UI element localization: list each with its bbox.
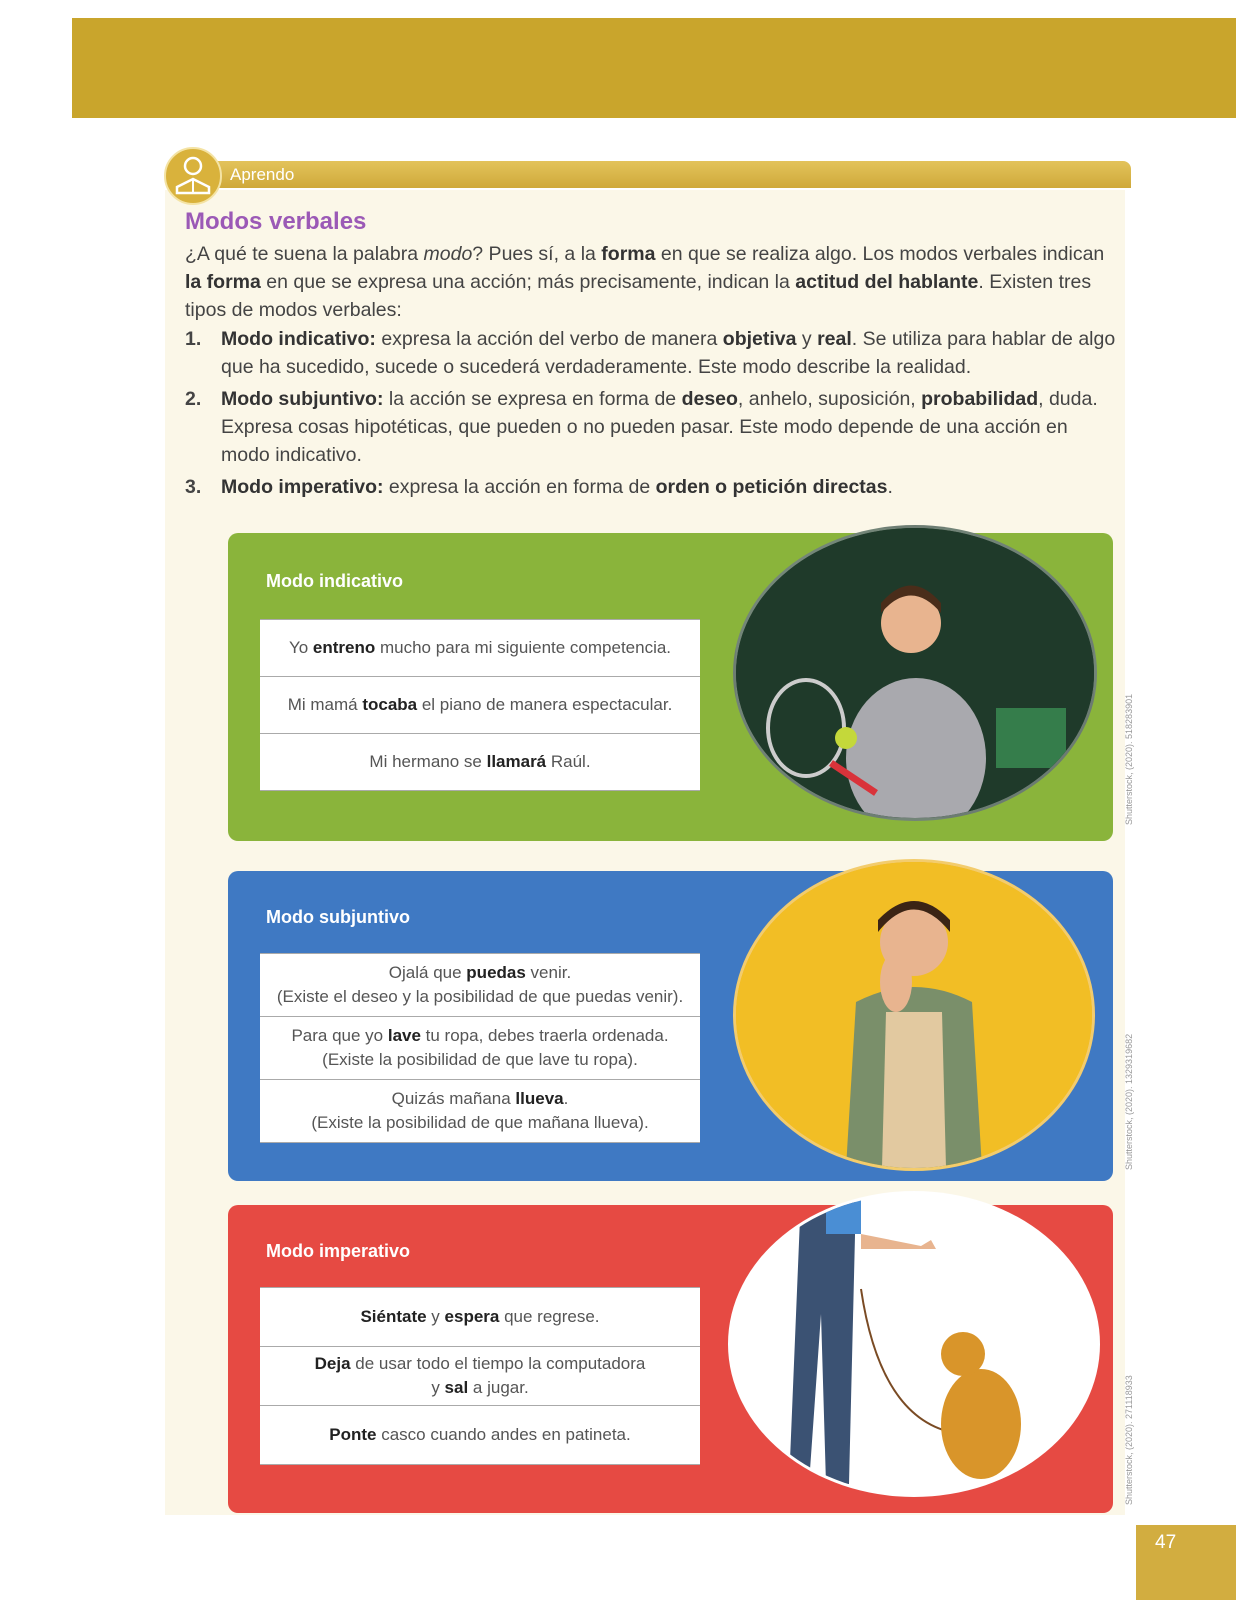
- list-item: 3. Modo imperativo: expresa la acción en forma de orden o petición directas.: [185, 476, 893, 498]
- panel-title: Modo imperativo: [266, 1241, 411, 1261]
- examples-table: [260, 953, 700, 1143]
- subjunctive-panel: [228, 871, 1113, 1181]
- section-header-bar: [198, 161, 1131, 188]
- example-row: Mi mamá tocaba el piano de manera espectacular.: [260, 677, 700, 734]
- examples-table: [260, 619, 700, 791]
- example-row: Ponte casco cuando andes en patineta.: [260, 1406, 700, 1465]
- panel-title: Modo subjuntivo: [266, 907, 410, 927]
- verb-modes-list: [185, 325, 1120, 505]
- page-title: Modos verbales: [185, 208, 367, 235]
- page-number: 47: [1155, 1532, 1177, 1553]
- example-row: Yo entreno mucho para mi siguiente competencia.: [260, 620, 700, 677]
- example-row: Siéntate y espera que regrese.: [260, 1288, 700, 1347]
- example-row: Mi hermano se llamará Raúl.: [260, 734, 700, 791]
- examples-table: [260, 1287, 700, 1465]
- panel-title: Modo indicativo: [266, 571, 403, 591]
- indicative-panel: [228, 533, 1113, 841]
- imperative-panel: [228, 1205, 1113, 1513]
- list-item: 2. Modo subjuntivo: la acción se expresa en forma de deseo, anhelo, suposición, probabilidad, duda. Expresa cosas hipotéticas, que pueden o no pueden pasar. Este modo depende de una acción en modo indicativo.: [185, 388, 1098, 466]
- photo-credit: Shutterstock, (2020). 1329319682: [1124, 1033, 1134, 1170]
- photo-credit: Shutterstock, (2020). 271118933: [1124, 1375, 1134, 1505]
- example-row: Ojalá que puedas venir. (Existe el deseo y la posibilidad de que puedas venir).: [260, 954, 700, 1017]
- photo-credit: Shutterstock, (2020). 518283901: [1124, 693, 1134, 825]
- boy-tennis-photo: [733, 525, 1097, 821]
- page-number-box: [1136, 1525, 1236, 1600]
- section-label: Aprendo: [230, 165, 295, 184]
- example-row: Quizás mañana llueva. (Existe la posibilidad de que mañana llueva).: [260, 1080, 700, 1143]
- example-row: Para que yo lave tu ropa, debes traerla ordenada. (Existe la posibilidad de que lave tu ropa).: [260, 1017, 700, 1080]
- top-color-band: [72, 18, 1236, 118]
- example-row: Deja de usar todo el tiempo la computadora y sal a jugar.: [260, 1347, 700, 1406]
- learner-icon: [164, 147, 222, 205]
- intro-paragraph: ¿A qué te suena la palabra modo? Pues sí, a la forma en que se realiza algo. Los modos verbales indican la forma en que se expresa una acción; más precisamente, indican la actitud del hablante. Existen tres tipos de modos verbales:: [185, 243, 1105, 321]
- dog-training-photo: [728, 1191, 1100, 1497]
- young-man-photo: [733, 859, 1095, 1171]
- list-item: 1. Modo indicativo: expresa la acción del verbo de manera objetiva y real. Se utiliza para hablar de algo que ha sucedido, sucede o sucederá verdaderamente. Este modo describe la realidad.: [185, 328, 1116, 378]
